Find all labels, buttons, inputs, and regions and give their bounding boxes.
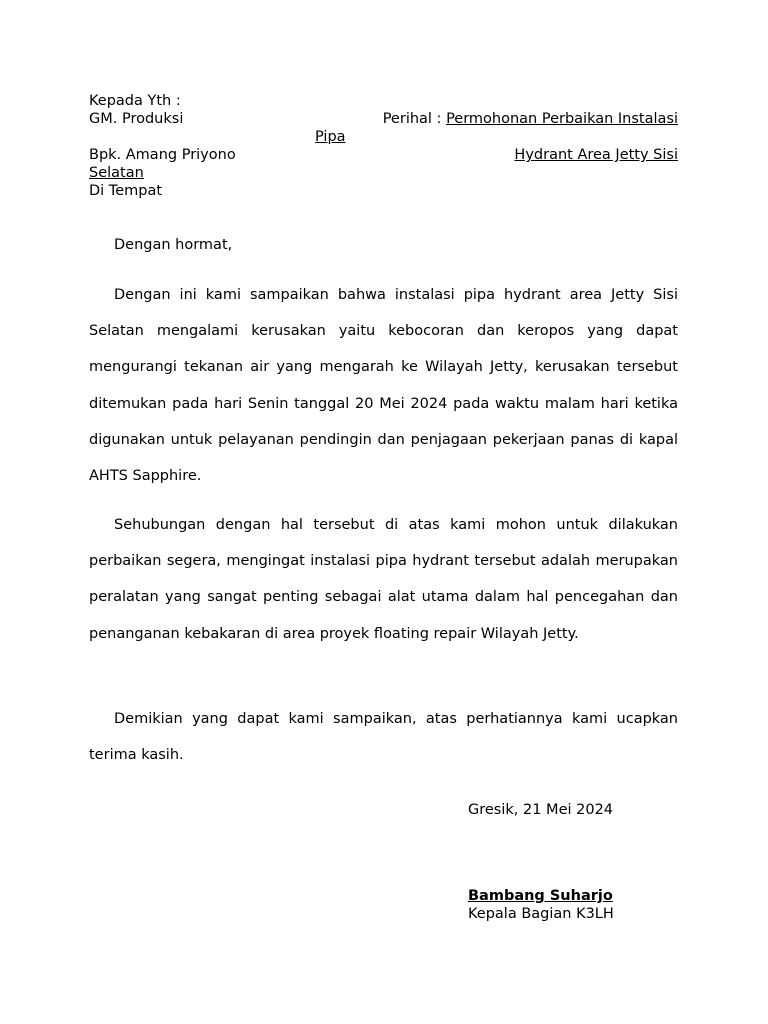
signer-name: Bambang Suharjo	[468, 888, 613, 904]
subject-text-2: Pipa	[315, 129, 346, 145]
recipient-role: GM. Produksi	[89, 111, 184, 127]
subject-text-3: Hydrant Area Jetty Sisi	[514, 147, 678, 163]
salutation-to: Kepada Yth :	[89, 93, 181, 109]
recipient-name: Bpk. Amang Priyono	[89, 147, 236, 163]
subject-text-4: Selatan	[89, 165, 144, 181]
greeting: Dengan hormat,	[114, 237, 233, 253]
body-paragraph-2: Sehubungan dengan hal tersebut di atas kami mohon untuk dilakukan perbaikan segera, mengingat instalasi pipa hydrant tersebut adalah merupakan peralatan yang sangat penting sebagai alat utama dalam hal pencegahan dan penanganan kebakaran di area proyek floating repair Wilayah Jetty.	[89, 517, 678, 642]
signer-title: Kepala Bagian K3LH	[468, 906, 614, 922]
body-paragraph-3: Demikian yang dapat kami sampaikan, atas perhatiannya kami ucapkan terima kasih.	[89, 711, 678, 764]
recipient-location: Di Tempat	[89, 183, 163, 199]
subject-label: Perihal :	[382, 111, 442, 127]
subject-line-1	[383, 110, 678, 128]
body-paragraph-1: Dengan ini kami sampaikan bahwa instalasi pipa hydrant area Jetty Sisi Selatan mengalami kerusakan yaitu kebocoran dan keropos yang dapat mengurangi tekanan air yang mengarah ke Wilayah Jetty, kerusakan tersebut ditemukan pada hari Senin tanggal 20 Mei 2024 pada waktu malam hari ketika digunakan untuk pelayanan pendingin dan penjagaan pekerjaan panas di kapal AHTS Sapphire.	[89, 287, 678, 485]
subject-text-1: Permohonan Perbaikan Instalasi	[446, 111, 678, 127]
place-date: Gresik, 21 Mei 2024	[468, 802, 614, 818]
